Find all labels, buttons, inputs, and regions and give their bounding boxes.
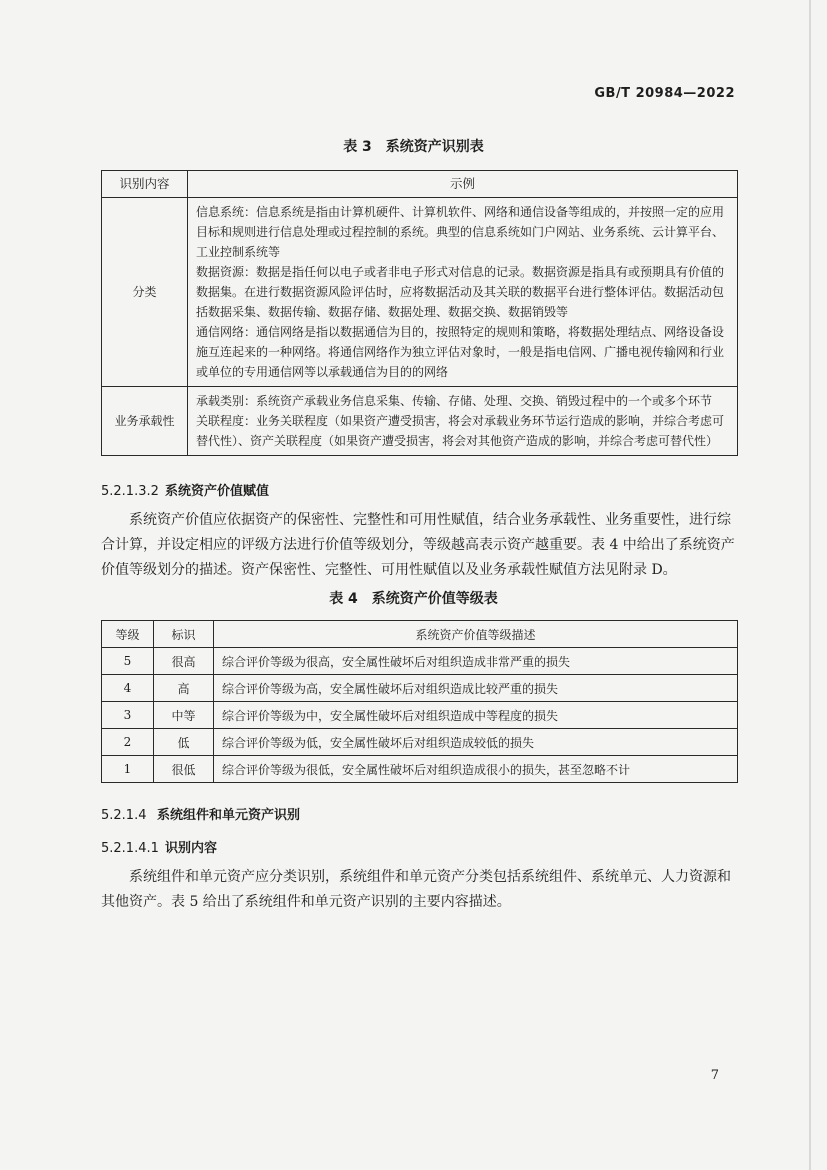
- system-asset-identification-table: [101, 170, 738, 456]
- level-cell: 2: [102, 729, 154, 756]
- section-title: 识别内容: [165, 841, 218, 856]
- row-label: 业务承载性: [102, 387, 188, 456]
- section-heading: [101, 480, 269, 499]
- label-cell: 中等: [154, 702, 214, 729]
- label-cell: 很低: [154, 756, 214, 783]
- content-line: 通信网络：通信网络是指以数据通信为目的，按照特定的规则和策略，将数据处理结点、网络设备设施互连起来的一种网络。将通信网络作为独立评估对象时，一般是指电信网、广播电视传输网和行业或单位的专用通信网等以承载通信为目的的网络: [196, 325, 725, 379]
- table-row: [102, 648, 738, 675]
- column-header: 系统资产价值等级描述: [214, 621, 738, 648]
- page-edge: [809, 0, 811, 1170]
- content-line: 承载类别：系统资产承载业务信息采集、传输、存储、处理、交换、销毁过程中的一个或多个环节: [196, 394, 713, 408]
- label-cell: 低: [154, 729, 214, 756]
- section-title: 系统组件和单元资产识别: [157, 808, 301, 823]
- column-header: 标识: [154, 621, 214, 648]
- table-row: [102, 387, 738, 456]
- table-row: [102, 756, 738, 783]
- table-header-row: [102, 621, 738, 648]
- content-line: 关联程度：业务关联程度（如果资产遭受损害，将会对承载业务环节运行造成的影响，并综合考虑可替代性）、资产关联程度（如果资产遭受损害，将会对其他资产造成的影响，并综合考虑可替代性）: [196, 414, 725, 448]
- content-line: 数据资源：数据是指任何以电子或者非电子形式对信息的记录。数据资源是指具有或预期具有价值的数据集。在进行数据资源风险评估时，应将数据活动及其关联的数据平台进行整体评估。数据活动包括数据采集、数据传输、数据存储、数据处理、数据交换、数据销毁等: [196, 265, 725, 319]
- body-paragraph: 系统资产价值应依据资产的保密性、完整性和可用性赋值，结合业务承载性、业务重要性，进行综合计算，并设定相应的评级方法进行价值等级划分，等级越高表示资产越重要。表 4 中给出了系统资产价值等级划分的描述。资产保密性、完整性、可用性赋值以及业务承载性赋值方法见附录 D。: [101, 512, 735, 578]
- section-number: 5.2.1.3.2: [101, 484, 159, 499]
- table-row: [102, 729, 738, 756]
- standard-id: GB/T 20984—2022: [594, 86, 735, 101]
- section-number: 5.2.1.4: [101, 808, 147, 823]
- level-cell: 4: [102, 675, 154, 702]
- table-row: [102, 702, 738, 729]
- label-cell: 高: [154, 675, 214, 702]
- body-paragraph: 系统组件和单元资产应分类识别，系统组件和单元资产分类包括系统组件、系统单元、人力资源和其他资产。表 5 给出了系统组件和单元资产识别的主要内容描述。: [101, 869, 731, 910]
- description-cell: 综合评价等级为中，安全属性破坏后对组织造成中等程度的损失: [214, 702, 738, 729]
- row-content: [188, 198, 738, 387]
- description-cell: 综合评价等级为很低，安全属性破坏后对组织造成很小的损失，甚至忽略不计: [214, 756, 738, 783]
- column-header: 示例: [188, 171, 738, 198]
- level-cell: 5: [102, 648, 154, 675]
- table4-caption: 表 4 系统资产价值等级表: [329, 591, 498, 607]
- table-row: [102, 675, 738, 702]
- description-cell: 综合评价等级为低，安全属性破坏后对组织造成较低的损失: [214, 729, 738, 756]
- page-number: 7: [710, 1068, 719, 1083]
- table3-caption: 表 3 系统资产识别表: [343, 139, 484, 155]
- table-header-row: [102, 171, 738, 198]
- row-content: [188, 387, 738, 456]
- subsection-heading: [101, 837, 217, 856]
- content-line: 信息系统：信息系统是指由计算机硬件、计算机软件、网络和通信设备等组成的，并按照一定的应用目标和规则进行信息处理或过程控制的系统。典型的信息系统如门户网站、业务系统、云计算平台、工业控制系统等: [196, 205, 725, 259]
- level-cell: 1: [102, 756, 154, 783]
- section-title: 系统资产价值赋值: [165, 484, 270, 499]
- row-label: 分类: [102, 198, 188, 387]
- level-cell: 3: [102, 702, 154, 729]
- column-header: 识别内容: [102, 171, 188, 198]
- description-cell: 综合评价等级为高，安全属性破坏后对组织造成比较严重的损失: [214, 675, 738, 702]
- asset-value-level-table: [101, 620, 738, 783]
- section-heading: [101, 804, 300, 823]
- table-row: [102, 198, 738, 387]
- column-header: 等级: [102, 621, 154, 648]
- section-number: 5.2.1.4.1: [101, 841, 159, 856]
- description-cell: 综合评价等级为很高，安全属性破坏后对组织造成非常严重的损失: [214, 648, 738, 675]
- label-cell: 很高: [154, 648, 214, 675]
